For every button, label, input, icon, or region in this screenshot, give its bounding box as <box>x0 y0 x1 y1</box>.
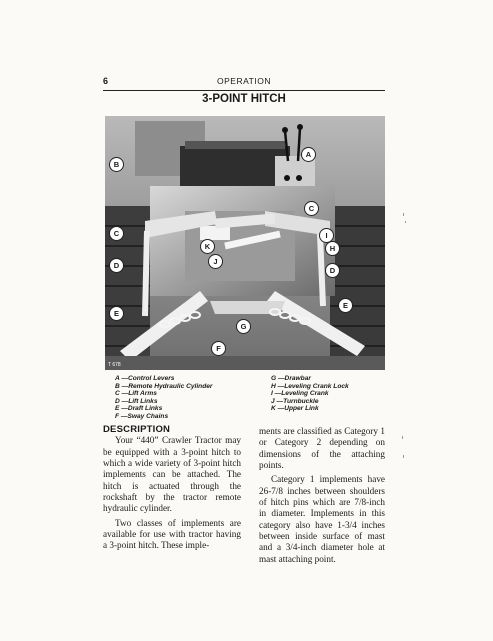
scan-speck <box>405 221 406 223</box>
legend-item: F —Sway Chains <box>115 412 169 420</box>
callout-c-right: C <box>304 201 319 216</box>
callout-d-right: D <box>325 263 340 278</box>
page-title: 3-POINT HITCH <box>202 93 286 105</box>
callout-i: I <box>319 228 334 243</box>
callout-k: K <box>200 239 215 254</box>
legend-item: D —Lift Links <box>115 397 158 405</box>
legend-item: A —Control Levers <box>115 375 175 382</box>
page-header <box>103 76 385 91</box>
callout-a: A <box>301 147 316 162</box>
body-column-right <box>259 426 385 565</box>
legend-left <box>115 375 212 420</box>
callout-c-left: C <box>109 226 124 241</box>
section-heading: DESCRIPTION <box>103 424 171 435</box>
legend-right <box>271 375 349 413</box>
body-paragraph: Two classes of implements are available for use with tractor having a 3-point hitch. These imple- <box>103 517 241 551</box>
legend-item: K —Upper Link <box>271 405 319 412</box>
callout-d-left: D <box>109 258 124 273</box>
body-column-left <box>103 424 241 552</box>
callout-g: G <box>236 319 251 334</box>
legend-item: E —Draft Links <box>115 405 163 412</box>
figure-code: T 678 <box>108 362 121 368</box>
callout-e-right: E <box>338 298 353 313</box>
body-paragraph: Category 1 implements have 26-7/8 inches between shoulders of hitch pins which are 7/8-inch in diameter. Implements in this category also have 1-3/4 inches between inside surface of mast and a 3/4-inch diameter hole at mast attaching point. <box>259 474 385 564</box>
legend-item: C —Lift Arms <box>115 390 157 397</box>
callout-b: B <box>109 157 124 172</box>
tractor-hitch-photo <box>105 116 385 370</box>
legend-item: I —Leveling Crank <box>271 390 329 397</box>
body-paragraph: ments are classified as Category 1 or Category 2 depending on dimensions of the attaching points. <box>259 426 385 471</box>
legend-item: B —Remote Hydraulic Cylinder <box>115 382 213 390</box>
scan-speck <box>403 213 404 216</box>
callout-h: H <box>325 241 340 256</box>
callout-e-left: E <box>109 306 124 321</box>
legend-item: H —Leveling Crank Lock <box>271 382 349 390</box>
legend-item: J —Turnbuckle <box>271 397 319 405</box>
page-number: 6 <box>103 76 109 86</box>
section-label: OPERATION <box>217 76 271 86</box>
body-paragraph: Your “440” Crawler Tractor may be equipped with a 3-point hitch to which a wide variety of 3-point hitch implements can be attached. The hitch is actuated through the rockshaft by the tractor remote hydraulic cylinder. <box>103 435 241 514</box>
callout-f: F <box>211 341 226 356</box>
scan-speck <box>403 455 404 458</box>
legend-item: G —Drawbar <box>271 375 311 382</box>
callout-j: J <box>208 254 223 269</box>
scan-speck <box>402 436 403 439</box>
